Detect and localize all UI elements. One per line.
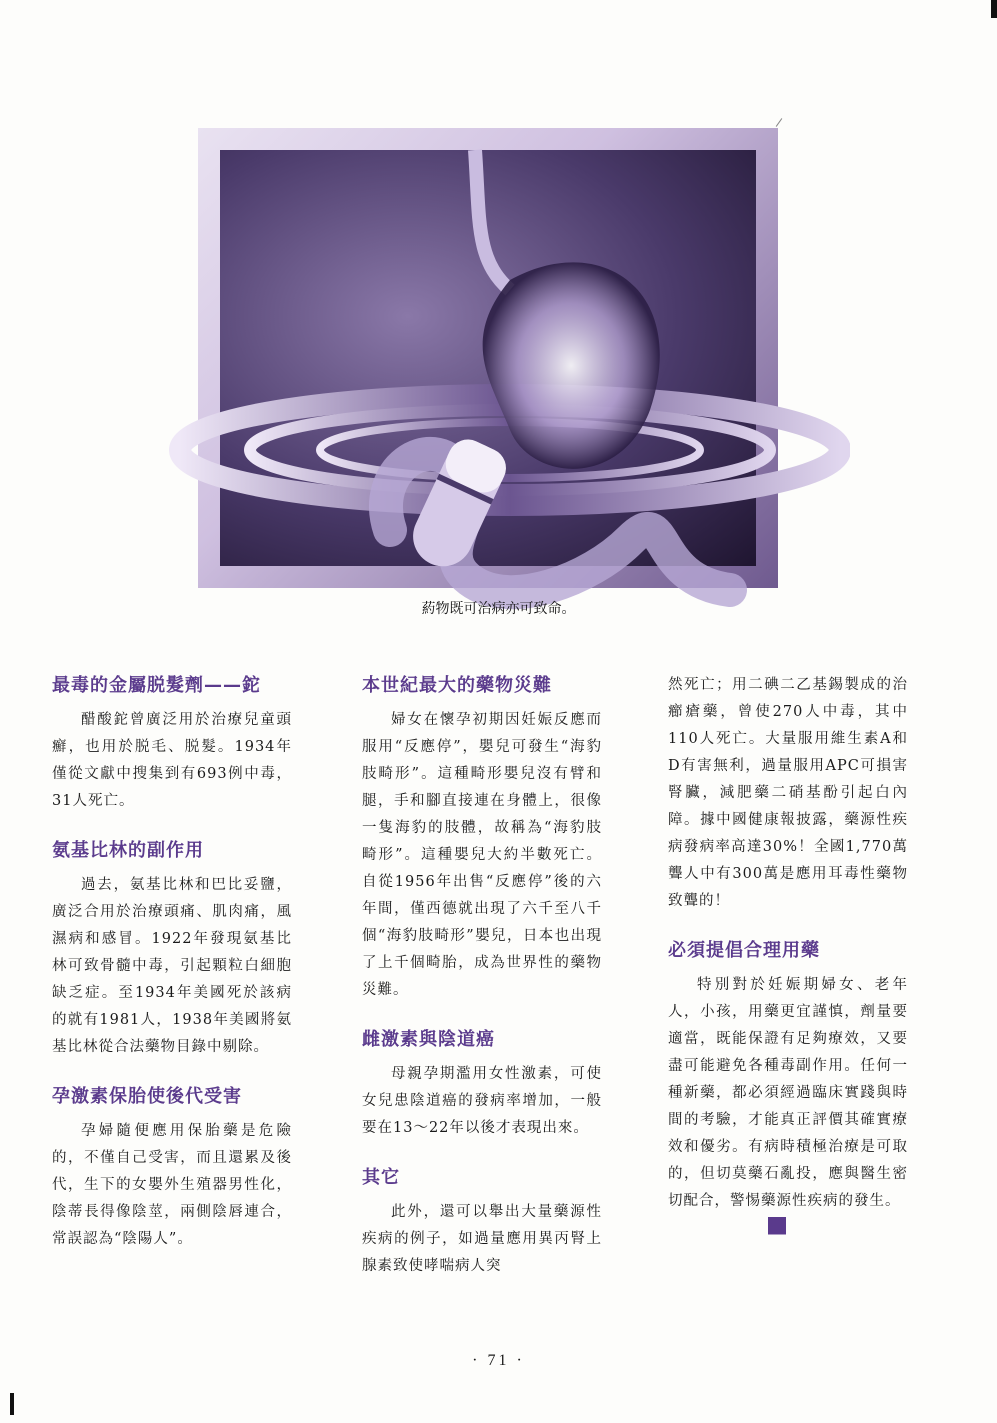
column-1 — [52, 672, 292, 1275]
section-estrogen — [362, 1026, 602, 1142]
section-heading: 必須提倡合理用藥 — [668, 940, 820, 961]
column-2 — [362, 672, 602, 1302]
section-heading: 雌激素與陰道癌 — [362, 1029, 495, 1050]
stomach-pill-illustration — [130, 110, 850, 630]
orbit-ring-inner — [320, 422, 700, 478]
section-continued — [668, 672, 908, 915]
column-3 — [668, 672, 908, 1257]
section-aminopyrine — [52, 837, 292, 1061]
illustration-frame — [198, 128, 778, 588]
section-thallium — [52, 672, 292, 815]
section-thalidomide — [362, 672, 602, 1004]
stomach — [483, 262, 660, 469]
binding-mark — [10, 1393, 14, 1415]
section-others — [362, 1164, 602, 1280]
page-number: · 71 · — [472, 1352, 525, 1369]
section-paragraph: 特別對於妊娠期婦女、老年人，小孩，用藥更宜謹慎，劑量要適當，既能保證有足夠療效，又要盡可能避免各種毒副作用。任何一種新藥，都必須經過臨床實踐與時間的考驗，才能真正評價其確實療效和優劣。有病時積極治療是可取的，但切莫藥石亂投，應與醫生密切配合，警惕藥源性疾病的發生。 — [668, 977, 908, 1209]
section-paragraph: 醋酸鉈曾廣泛用於治療兒童頭癬，也用於脱毛、脱髮。1934年僅從文獻中搜集到有693例中毒，31人死亡。 — [52, 712, 292, 809]
section-heading: 氨基比林的副作用 — [52, 840, 204, 861]
section-paragraph: 孕婦隨便應用保胎藥是危險的，不僅自己受害，而且還累及後代，生下的女嬰外生殖器男性化，陰蒂長得像陰莖，兩側陰唇連合，常誤認為“陰陽人”。 — [52, 1123, 292, 1247]
section-rational-use — [668, 937, 908, 1235]
section-paragraph: 過去，氨基比林和巴比妥鹽，廣泛合用於治療頭痛、肌肉痛，風濕病和感冒。1922年發現氨基比林可致骨髓中毒，引起顆粒白細胞缺乏症。至1934年美國死於該病的就有1981人，1938年美國將氨基比林從合法藥物目錄中剔除。 — [52, 877, 292, 1055]
corner-mark — [991, 0, 997, 18]
illustration — [220, 150, 756, 566]
section-heading: 其它 — [362, 1167, 400, 1188]
section-paragraph: 婦女在懷孕初期因妊娠反應而服用“反應停”，嬰兒可發生“海豹肢畸形”。這種畸形嬰兒沒有臂和腿，手和腳直接連在身體上，很像一隻海豹的肢體，故稱為“海豹肢畸形”。這種嬰兒大約半數死亡。自從1956年出售“反應停”後的六年間，僅西德就出現了六千至八千個“海豹肢畸形”嬰兒，日本也出現了上千個畸胎，成為世界性的藥物災難。 — [362, 712, 602, 998]
section-paragraph: 母親孕期濫用女性激素，可使女兒患陰道癌的發病率增加，一般要在13～22年以後才表現出來。 — [362, 1066, 602, 1136]
section-heading: 最毒的金屬脱髮劑——鉈 — [52, 675, 261, 696]
end-seal-icon — [768, 1217, 786, 1235]
section-paragraph: 此外，還可以舉出大量藥源性疾病的例子，如過量應用異丙腎上腺素致使哮喘病人突 — [362, 1204, 602, 1274]
section-heading: 孕激素保胎使後代受害 — [52, 1086, 242, 1107]
section-paragraph: 然死亡；用二碘二乙基錫製成的治癤瘡藥，曾使270人中毒，其中110人死亡。大量服用維生素A和D有害無利，過量服用APC可損害腎臟，減肥藥二硝基酚引起白內障。據中國健康報披露，藥源性疾病發病率高達30%！全國1,770萬聾人中有300萬是應用耳毒性藥物致聾的！ — [668, 677, 908, 909]
section-progestin — [52, 1083, 292, 1253]
esophagus — [475, 150, 510, 290]
section-heading: 本世紀最大的藥物災難 — [362, 675, 552, 696]
figure-caption: 葯物既可治病亦可致命。 — [421, 601, 576, 617]
